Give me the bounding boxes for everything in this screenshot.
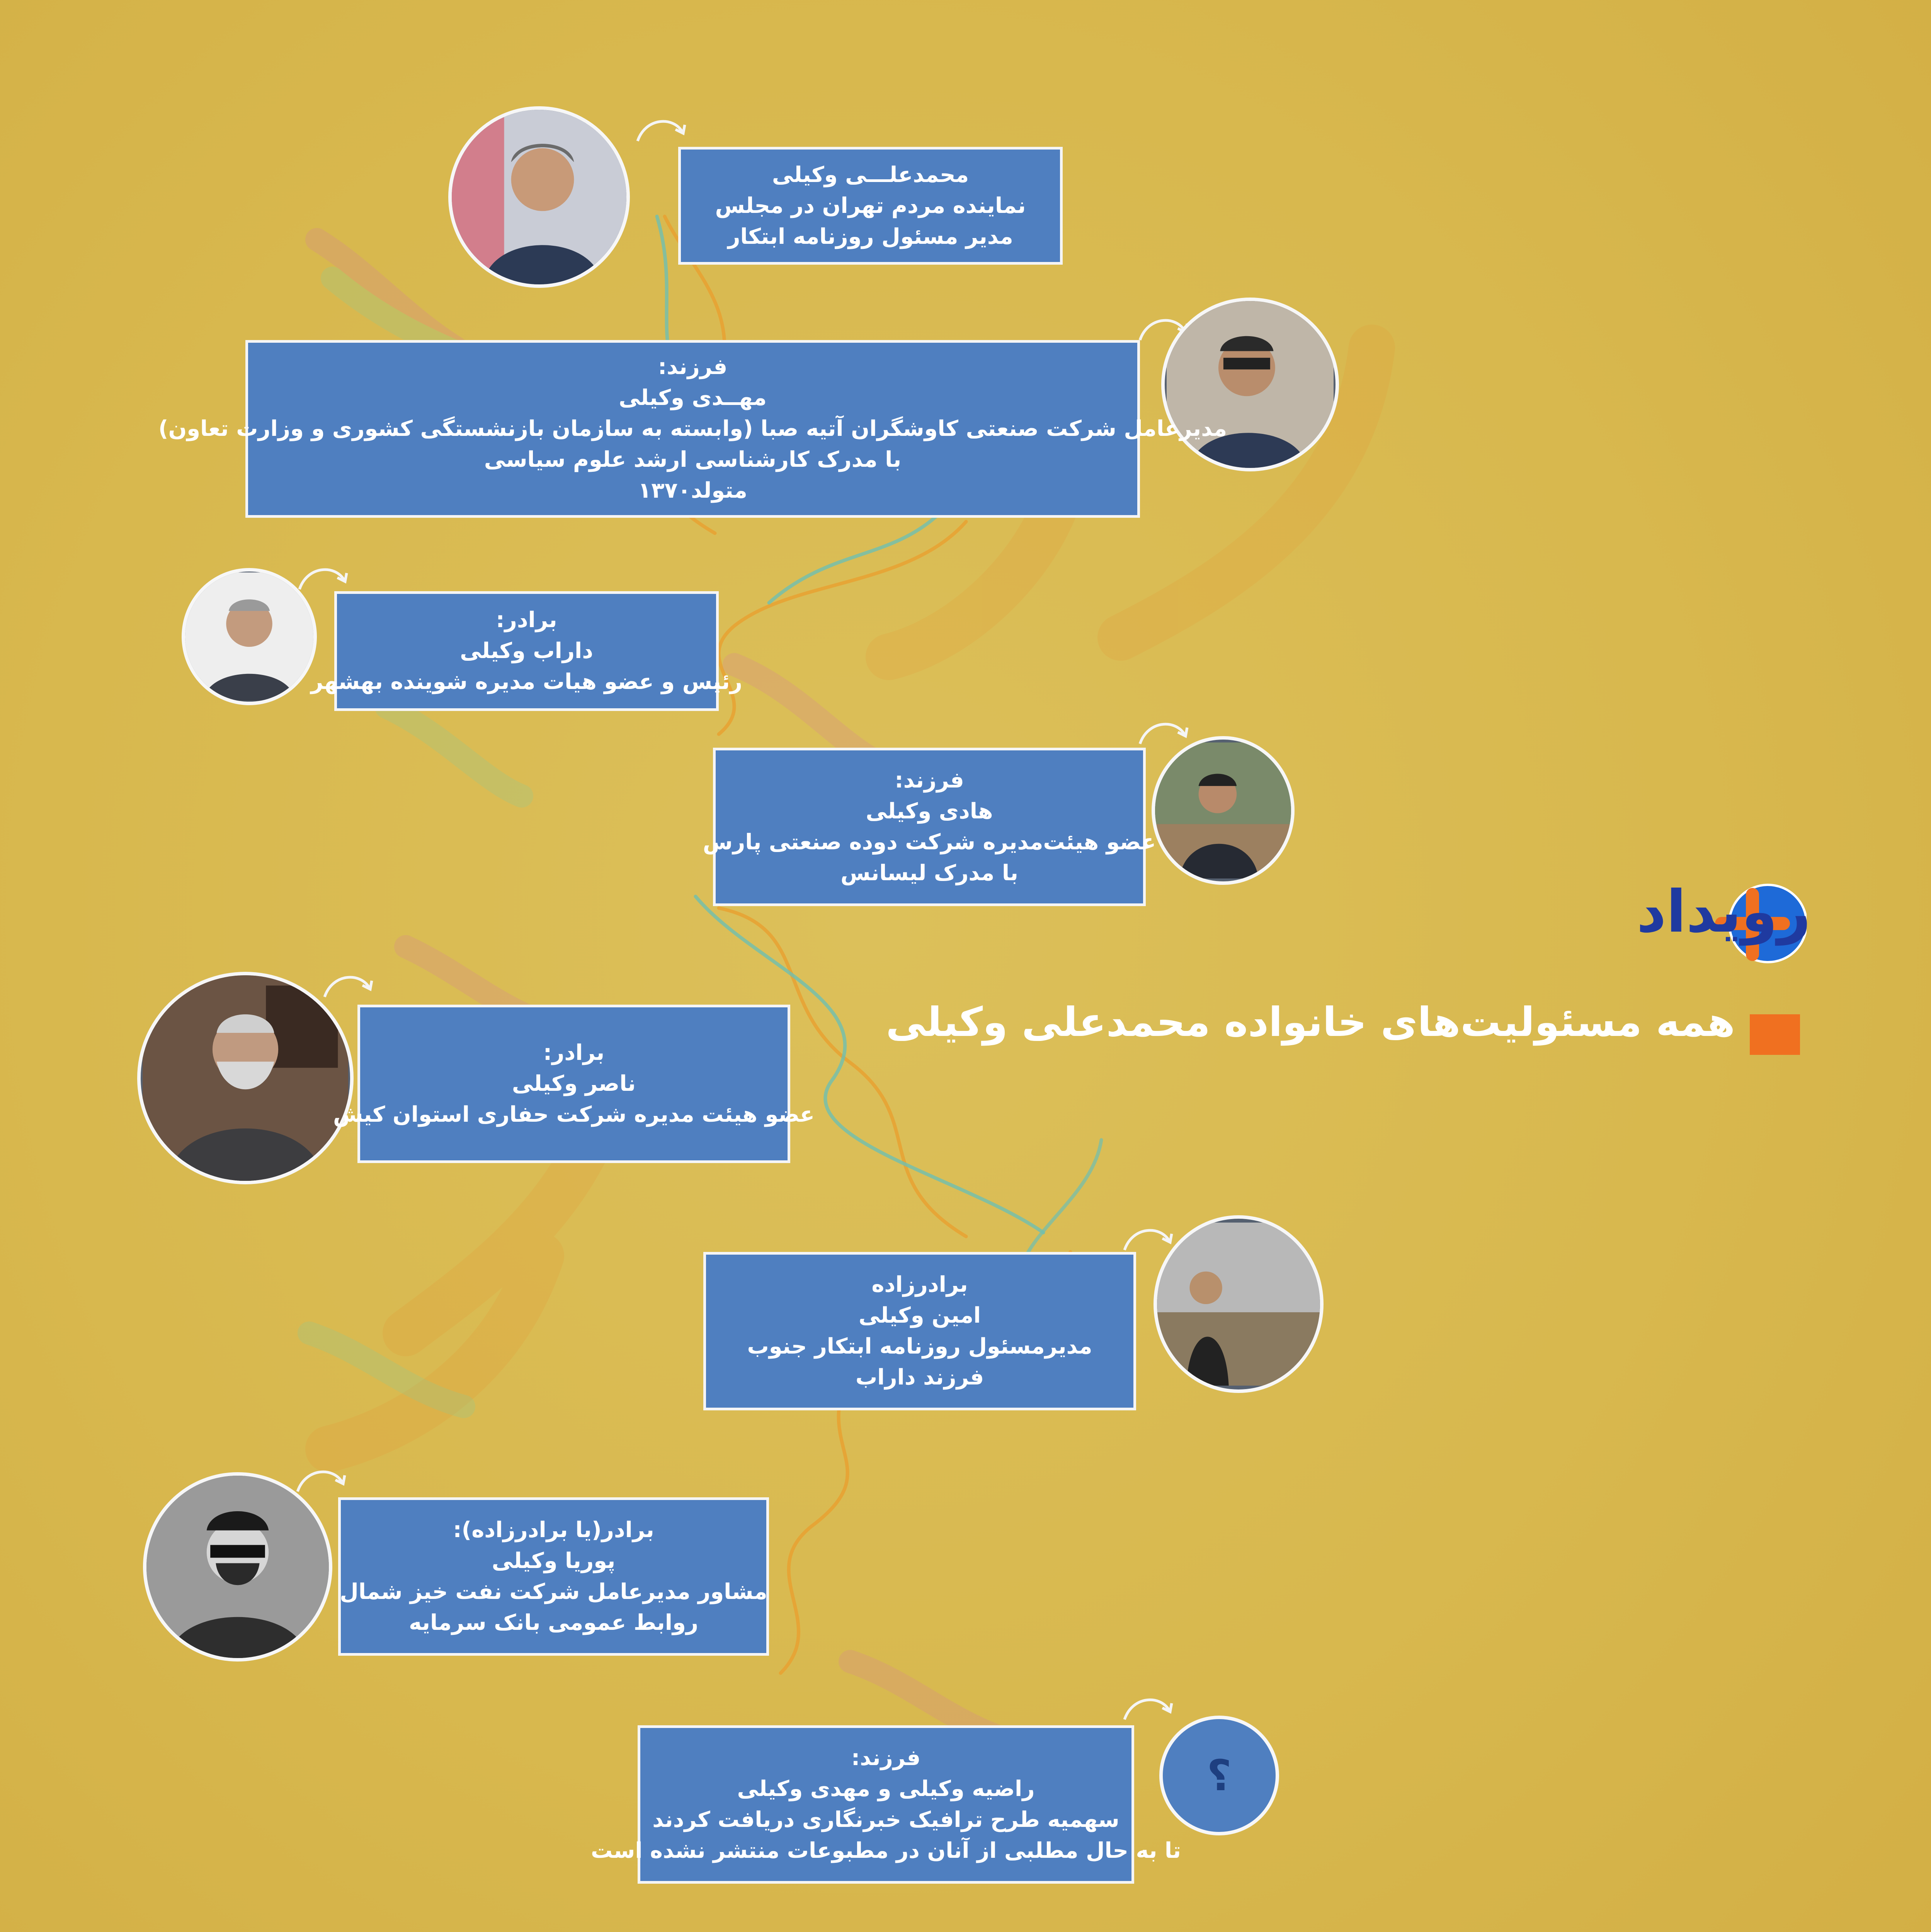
avatar-naser <box>137 972 354 1184</box>
card-name: هادی وکیلی <box>866 799 993 824</box>
unknown-photo-placeholder: ؟ <box>1159 1716 1279 1835</box>
curved-arrow-icon <box>1121 1692 1179 1727</box>
card-line: رئیس و عضو هیات مدیره شوینده بهشهر <box>311 669 742 694</box>
card-line: فرزند داراب <box>855 1365 984 1390</box>
card-mohammadali <box>678 147 1063 265</box>
avatar-darab <box>182 568 317 705</box>
card-line: تا به حال مطلبی از آنان در مطبوعات منتشر نشده است <box>591 1838 1181 1863</box>
curved-arrow-icon <box>1136 717 1194 752</box>
card-line: مدیرعامل شرکت صنعتی کاوشگران آتیه صبا (وابسته به سازمان بازنشستگی کشوری و وزارت تعاون) <box>158 416 1227 441</box>
card-line: عضو هیئت مدیره شرکت حفاری استوان کیش <box>333 1102 815 1127</box>
title-marker <box>1750 1014 1800 1055</box>
card-darab <box>311 591 742 711</box>
card-amin <box>703 1252 1136 1410</box>
avatar-mohammadali <box>448 106 630 288</box>
curved-arrow-icon <box>321 970 379 1005</box>
avatar-amin <box>1153 1215 1324 1393</box>
card-line: مدیر مسئول روزنامه ابتکار <box>728 224 1013 249</box>
card-hadi <box>703 748 1156 906</box>
card-line: با مدرک کارشناسی ارشد علوم سیاسی <box>484 447 902 472</box>
curved-arrow-icon <box>634 114 692 149</box>
card-relation: برادر(یا برادرزاده): <box>453 1517 654 1543</box>
card-line: روابط عمومی بانک سرمایه <box>409 1610 698 1635</box>
card-name: ناصر وکیلی <box>512 1071 636 1096</box>
card-relation: فرزند: <box>851 1745 921 1770</box>
card-mahdi <box>158 340 1227 518</box>
card-relation: برادرزاده <box>871 1272 968 1297</box>
card-relation: فرزند: <box>658 354 728 379</box>
card-naser <box>333 1005 815 1163</box>
card-line: مشاور مدیرعامل شرکت نفت خیز شمال <box>340 1579 767 1604</box>
page-title: همه مسئولیت‌های خانواده محمدعلی وکیلی <box>886 998 1735 1046</box>
avatar-mahdi <box>1161 298 1339 471</box>
card-name: پوریا وکیلی <box>492 1548 616 1573</box>
card-line: با مدرک لیسانس <box>840 861 1018 886</box>
card-pouria <box>338 1497 769 1656</box>
avatar-hadi <box>1152 736 1295 885</box>
card-line: نماینده مردم تهران در مجلس <box>715 193 1026 218</box>
card-line: متولد۱۳۷۰ <box>638 478 747 503</box>
card-line: عضو هیئت‌مدیره شرکت دوده صنعتی پارس <box>703 830 1156 855</box>
avatar-pouria <box>143 1472 332 1662</box>
curved-arrow-icon <box>294 1464 352 1499</box>
card-line: سهمیه طرح ترافیک خبرنگاری دریافت کردند <box>652 1807 1119 1832</box>
card-name: امین وکیلی <box>858 1303 981 1328</box>
card-relation: فرزند: <box>895 768 964 793</box>
card-name: محمدعلـــی وکیلی <box>772 162 969 187</box>
logo-text: رویداد <box>1637 878 1811 946</box>
card-relation: برادر: <box>543 1040 605 1065</box>
card-raziyeh <box>591 1725 1181 1884</box>
card-relation: برادر: <box>496 607 557 633</box>
card-name: مهــدی وکیلی <box>619 385 767 410</box>
card-name: داراب وکیلی <box>460 638 593 663</box>
card-name: راضیه وکیلی و مهدی وکیلی <box>737 1776 1035 1801</box>
card-line: مدیرمسئول روزنامه ابتکار جنوب <box>747 1334 1092 1359</box>
